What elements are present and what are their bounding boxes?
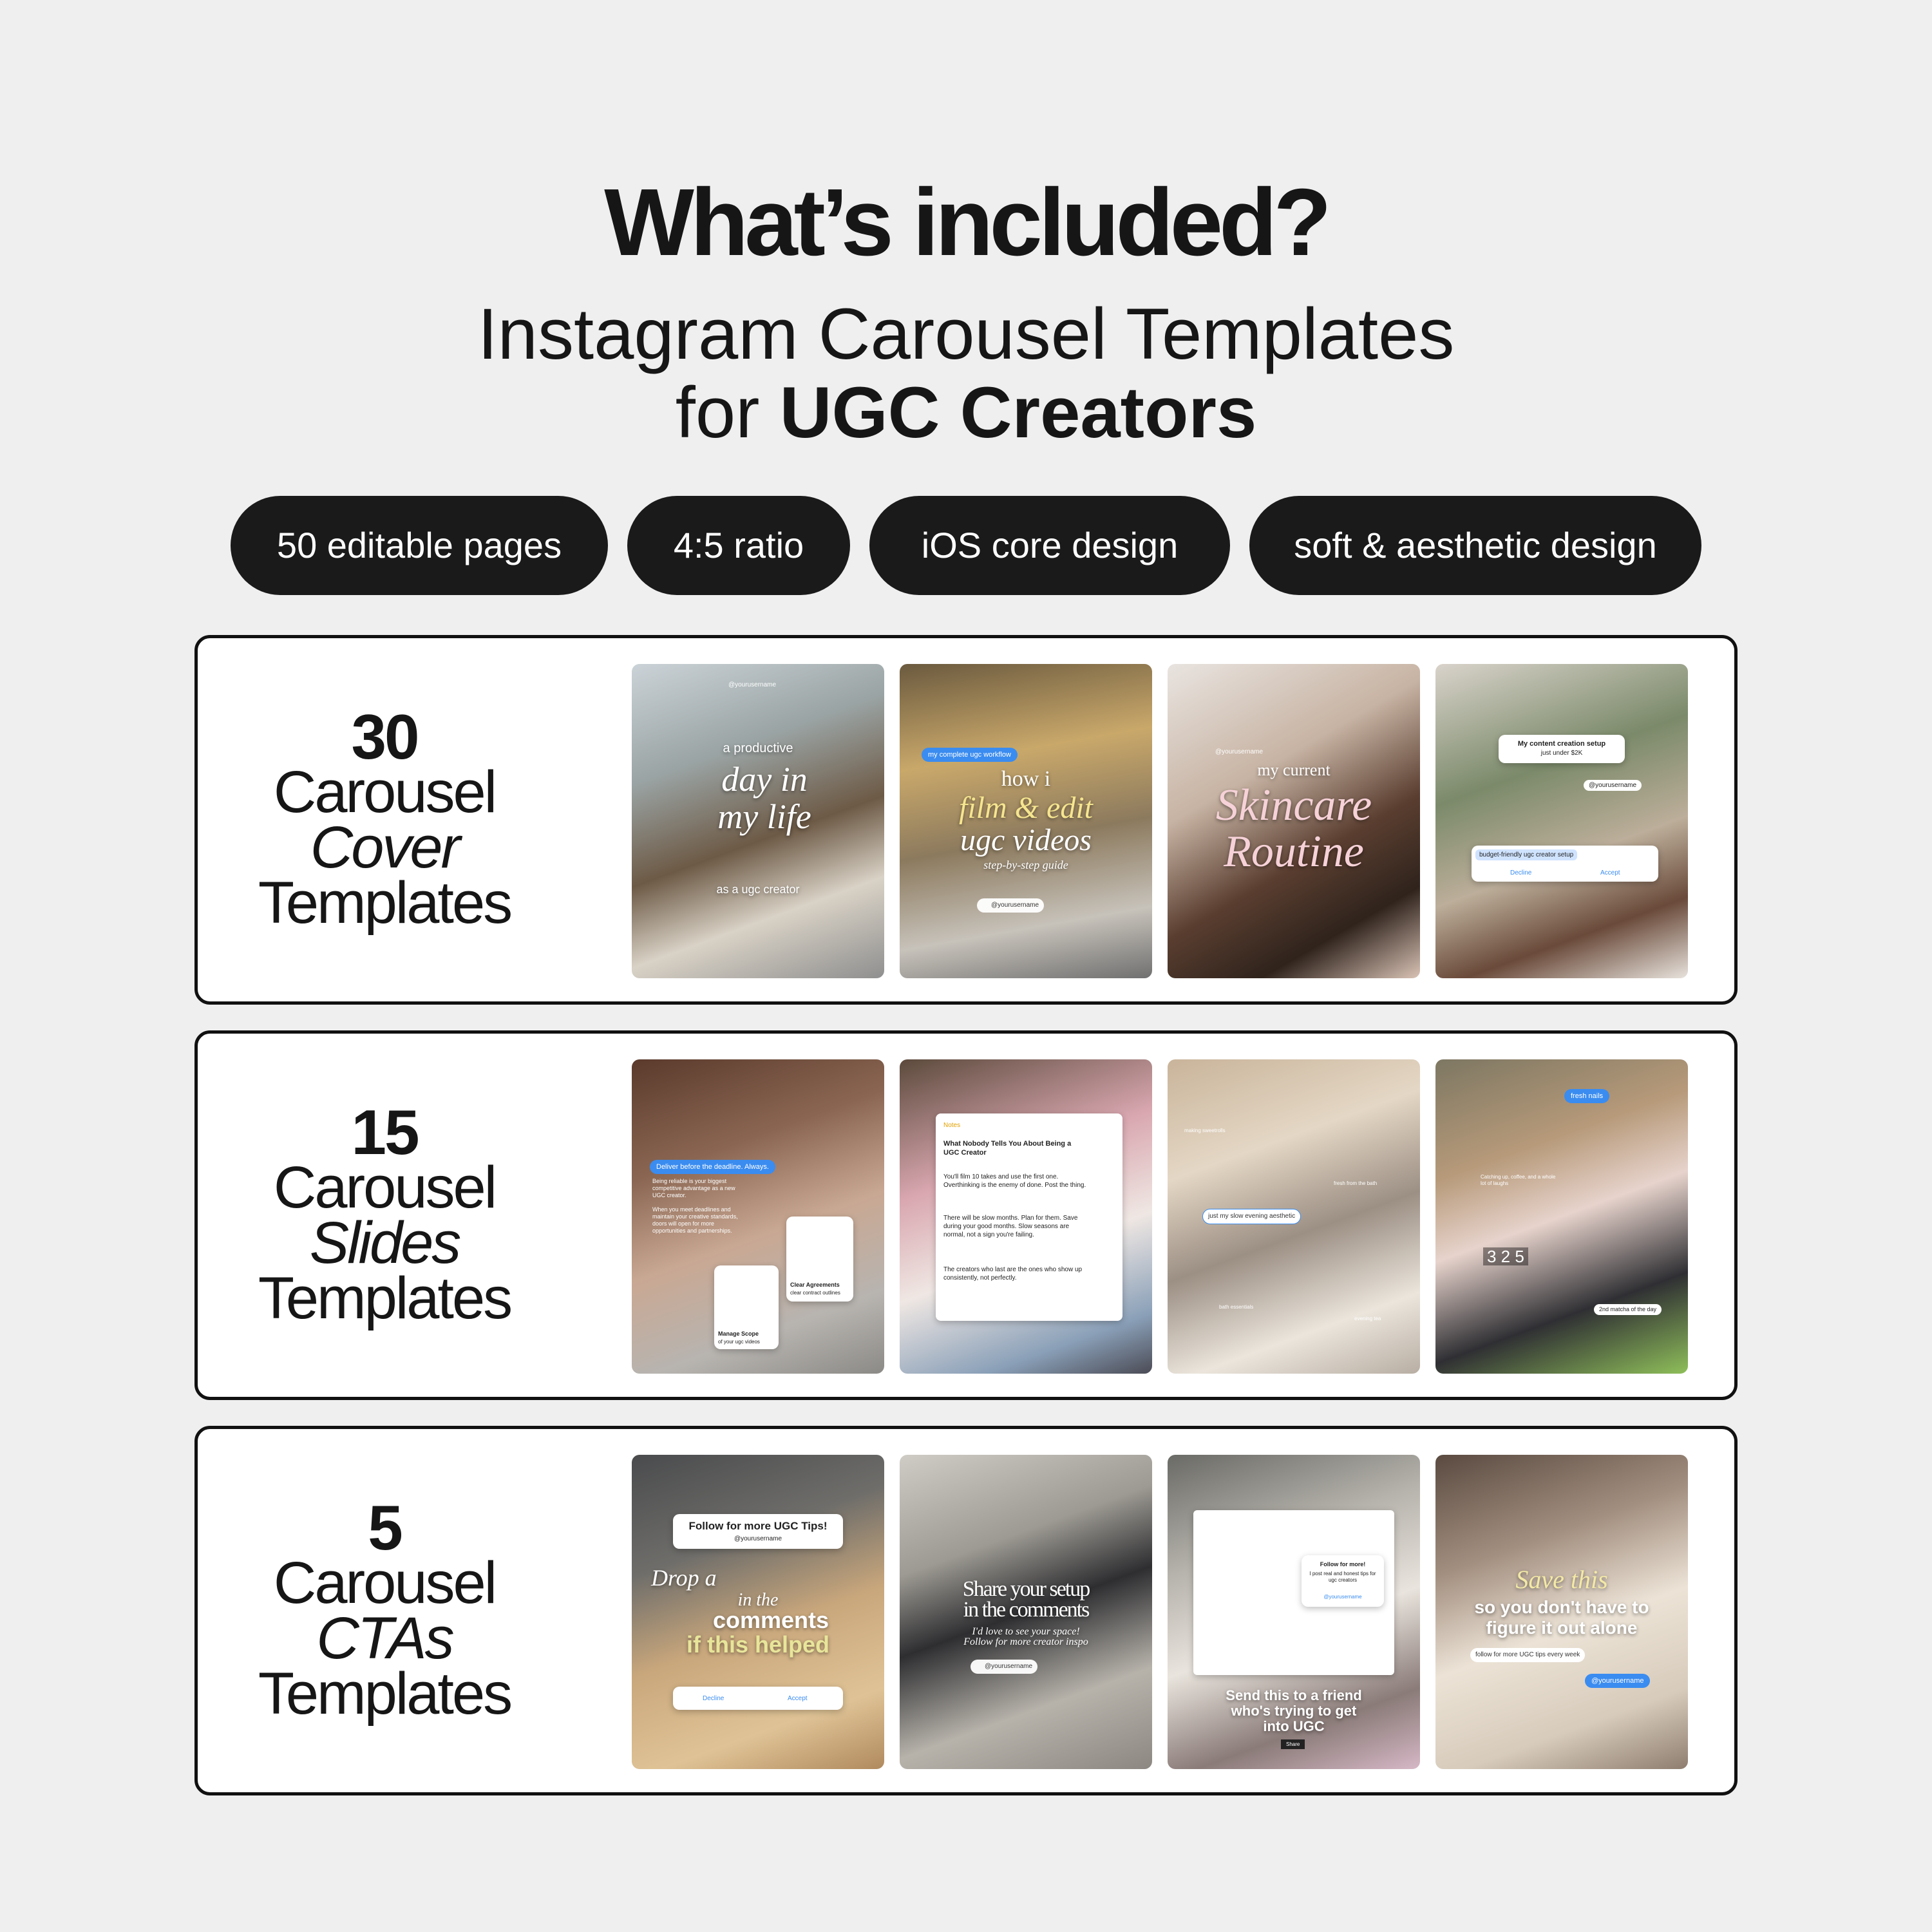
thumb-search-field: @yourusername [977,898,1044,913]
section-label [223,1429,545,1792]
page-title: What’s included? [604,169,1328,276]
thumb-text-3: figure it out alone [1486,1618,1638,1638]
thumb-card-agreements [786,1217,853,1302]
thumb-notes-p1: You'll film 10 takes and use the first one. Overthinking is the enemy of done. Post the thing. [943,1173,1086,1189]
feature-pills [0,496,1932,595]
section-line-1: Carousel [273,1550,496,1616]
thumb-caption-4: evening tea [1354,1316,1381,1321]
thumb-card-sub: of your ugc videos [718,1339,760,1345]
thumb-bubble: Deliver before the deadline. Always. [650,1160,775,1174]
thumb-follow-card [1302,1555,1384,1607]
thumbnail-share-setup-cta[interactable] [900,1455,1152,1769]
thumb-bubble: my complete ugc workflow [922,748,1018,762]
thumb-subtitle: just under $2K [1540,750,1583,757]
thumb-username-bubble: @yourusername [1585,1674,1650,1688]
thumb-text-3: ugc videos [960,823,1092,857]
thumb-username: @yourusername [728,681,777,688]
template-thumbnails [632,664,1714,978]
thumb-paragraph: I post real and honest tips for ugc creators [1309,1571,1376,1583]
section-count: 15 [351,1097,418,1168]
thumbnail-film-and-edit[interactable] [900,664,1152,978]
thumb-title: Follow for more UGC Tips! [688,1520,828,1532]
thumb-paragraph-1: Being reliable is your biggest competitive advantage as a new UGC creator. [652,1178,735,1198]
thumb-text-2: in the [737,1590,779,1610]
section-line-3: Templates [258,1265,511,1331]
section-line-3: Templates [258,870,511,936]
template-thumbnails [632,1455,1714,1769]
thumb-text-2: day in my life [717,760,811,836]
thumbnail-skincare-routine[interactable] [1168,664,1420,978]
thumb-caption-1: making sweetrolls [1184,1128,1226,1133]
thumb-title-card [1499,735,1625,763]
thumb-text-3: comments [712,1607,829,1633]
thumb-text-3: as a ugc creator [716,883,800,896]
thumbnail-day-in-my-life[interactable] [632,664,884,978]
thumb-notes-p2: There will be slow months. Plan for them. Save during your good months. Slow seasons are normal, not a sign you're failing. [943,1215,1078,1238]
thumb-search-text: budget-friendly ugc creator setup [1475,849,1577,860]
thumb-alert-buttons [673,1687,843,1710]
thumb-username: @yourusername [1323,1594,1362,1600]
thumb-text-2: who's trying to get [1231,1703,1357,1719]
thumb-text-3: I'd love to see your space! [972,1626,1080,1637]
thumb-text-2: Skincare [1215,781,1372,830]
thumb-card-sub: clear contract outlines [790,1290,840,1296]
thumb-text-1: Drop a [651,1565,717,1591]
section-slides-templates [194,1030,1738,1400]
subtitle-highlight: UGC Creators [779,372,1257,453]
section-line-1: Carousel [273,759,496,825]
thumb-username: @yourusername [1215,748,1264,755]
thumb-notes-p3: The creators who last are the ones who show up consistently, not perfectly. [943,1266,1083,1282]
thumb-username: @yourusername [734,1535,782,1542]
thumbnail-content-setup[interactable] [1435,664,1688,978]
thumb-text-2: film & edit [959,791,1093,825]
thumb-alert [1472,846,1658,882]
feature-pill-aesthetic: soft & aesthetic design [1249,496,1701,595]
thumb-text-1: how i [1001,767,1051,791]
thumbnail-deadline-slide[interactable] [632,1059,884,1374]
thumb-accept: Accept [788,1695,808,1702]
thumb-window [1193,1510,1394,1675]
thumb-text-1: my current [1257,761,1331,779]
thumb-paragraph-2: When you meet deadlines and maintain your creative standards, doors will open for more opportunities and partnerships. [652,1206,738,1234]
thumb-search-field: follow for more UGC tips every week [1470,1648,1585,1662]
thumb-card-scope [714,1265,779,1349]
section-count: 5 [368,1492,401,1563]
page-subtitle [0,295,1932,452]
section-cta-templates [194,1426,1738,1795]
thumb-text-1: Send this to a friend [1226,1687,1362,1703]
section-cover-templates [194,635,1738,1005]
thumb-caption-2: fresh from the bath [1334,1180,1378,1186]
thumb-decline: Decline [1510,869,1532,876]
thumb-text-2: so you don't have to [1474,1597,1649,1617]
thumbnail-save-this-cta[interactable] [1435,1455,1688,1769]
thumb-text-2: in the comments [963,1598,1089,1622]
thumbnail-send-friend-cta[interactable] [1168,1455,1420,1769]
thumb-decline: Decline [703,1695,724,1702]
feature-pill-pages: 50 editable pages [231,496,608,595]
thumb-title: Follow for more! [1320,1561,1366,1567]
subtitle-line-1: Instagram Carousel Templates [477,294,1455,374]
section-count: 30 [351,701,418,772]
thumb-title: My content creation setup [1517,740,1606,748]
section-label [223,1034,545,1397]
thumb-username: @yourusername [1584,780,1642,791]
thumb-card-title: Clear Agreements [790,1282,840,1288]
thumb-search-field: @yourusername [971,1660,1037,1674]
section-line-1: Carousel [273,1155,496,1220]
subtitle-prefix: for [675,372,760,453]
thumb-counter: 3 2 5 [1483,1247,1528,1265]
thumb-caption-3: bath essentials [1219,1304,1254,1310]
thumb-text-1: a productive [723,741,793,755]
thumb-text-1: Save this [1515,1565,1608,1594]
template-thumbnails [632,1059,1714,1374]
thumbnail-evening-slide[interactable] [1168,1059,1420,1374]
section-line-2: CTAs [316,1605,453,1671]
thumbnail-life-slide[interactable] [1435,1059,1688,1374]
thumb-caption: Catching up, coffee, and a whole lot of laughs [1481,1174,1556,1186]
thumb-notes-back: Notes [943,1122,961,1129]
thumb-text-3: Routine [1224,827,1364,876]
thumb-share-button: Share [1281,1739,1305,1749]
thumb-title-card [673,1514,843,1549]
thumb-notes-card [936,1113,1122,1321]
section-line-2: Cover [310,815,459,880]
section-line-3: Templates [258,1661,511,1727]
thumb-text-4: step-by-step guide [983,858,1068,871]
thumb-text-1: Share your setup [962,1577,1090,1601]
feature-pill-ratio: 4:5 ratio [627,496,850,595]
thumb-card-title: Manage Scope [718,1331,759,1337]
thumb-text-4: if this helped [686,1631,829,1658]
section-label [223,638,545,1001]
thumb-bubble-2: 2nd matcha of the day [1594,1304,1662,1315]
section-line-2: Slides [309,1210,460,1276]
thumbnail-follow-cta[interactable] [632,1455,884,1769]
feature-pill-ios: iOS core design [869,496,1230,595]
thumb-notes-heading: What Nobody Tells You About Being a UGC Creator [943,1140,1072,1157]
thumbnail-notes-slide[interactable] [900,1059,1152,1374]
thumb-search-field: just my slow evening aesthetic [1202,1209,1301,1224]
thumb-text-4: Follow for more creator inspo [963,1636,1088,1647]
thumb-text-3: into UGC [1263,1718,1325,1734]
thumb-accept: Accept [1600,869,1620,876]
thumb-bubble: fresh nails [1564,1089,1609,1103]
